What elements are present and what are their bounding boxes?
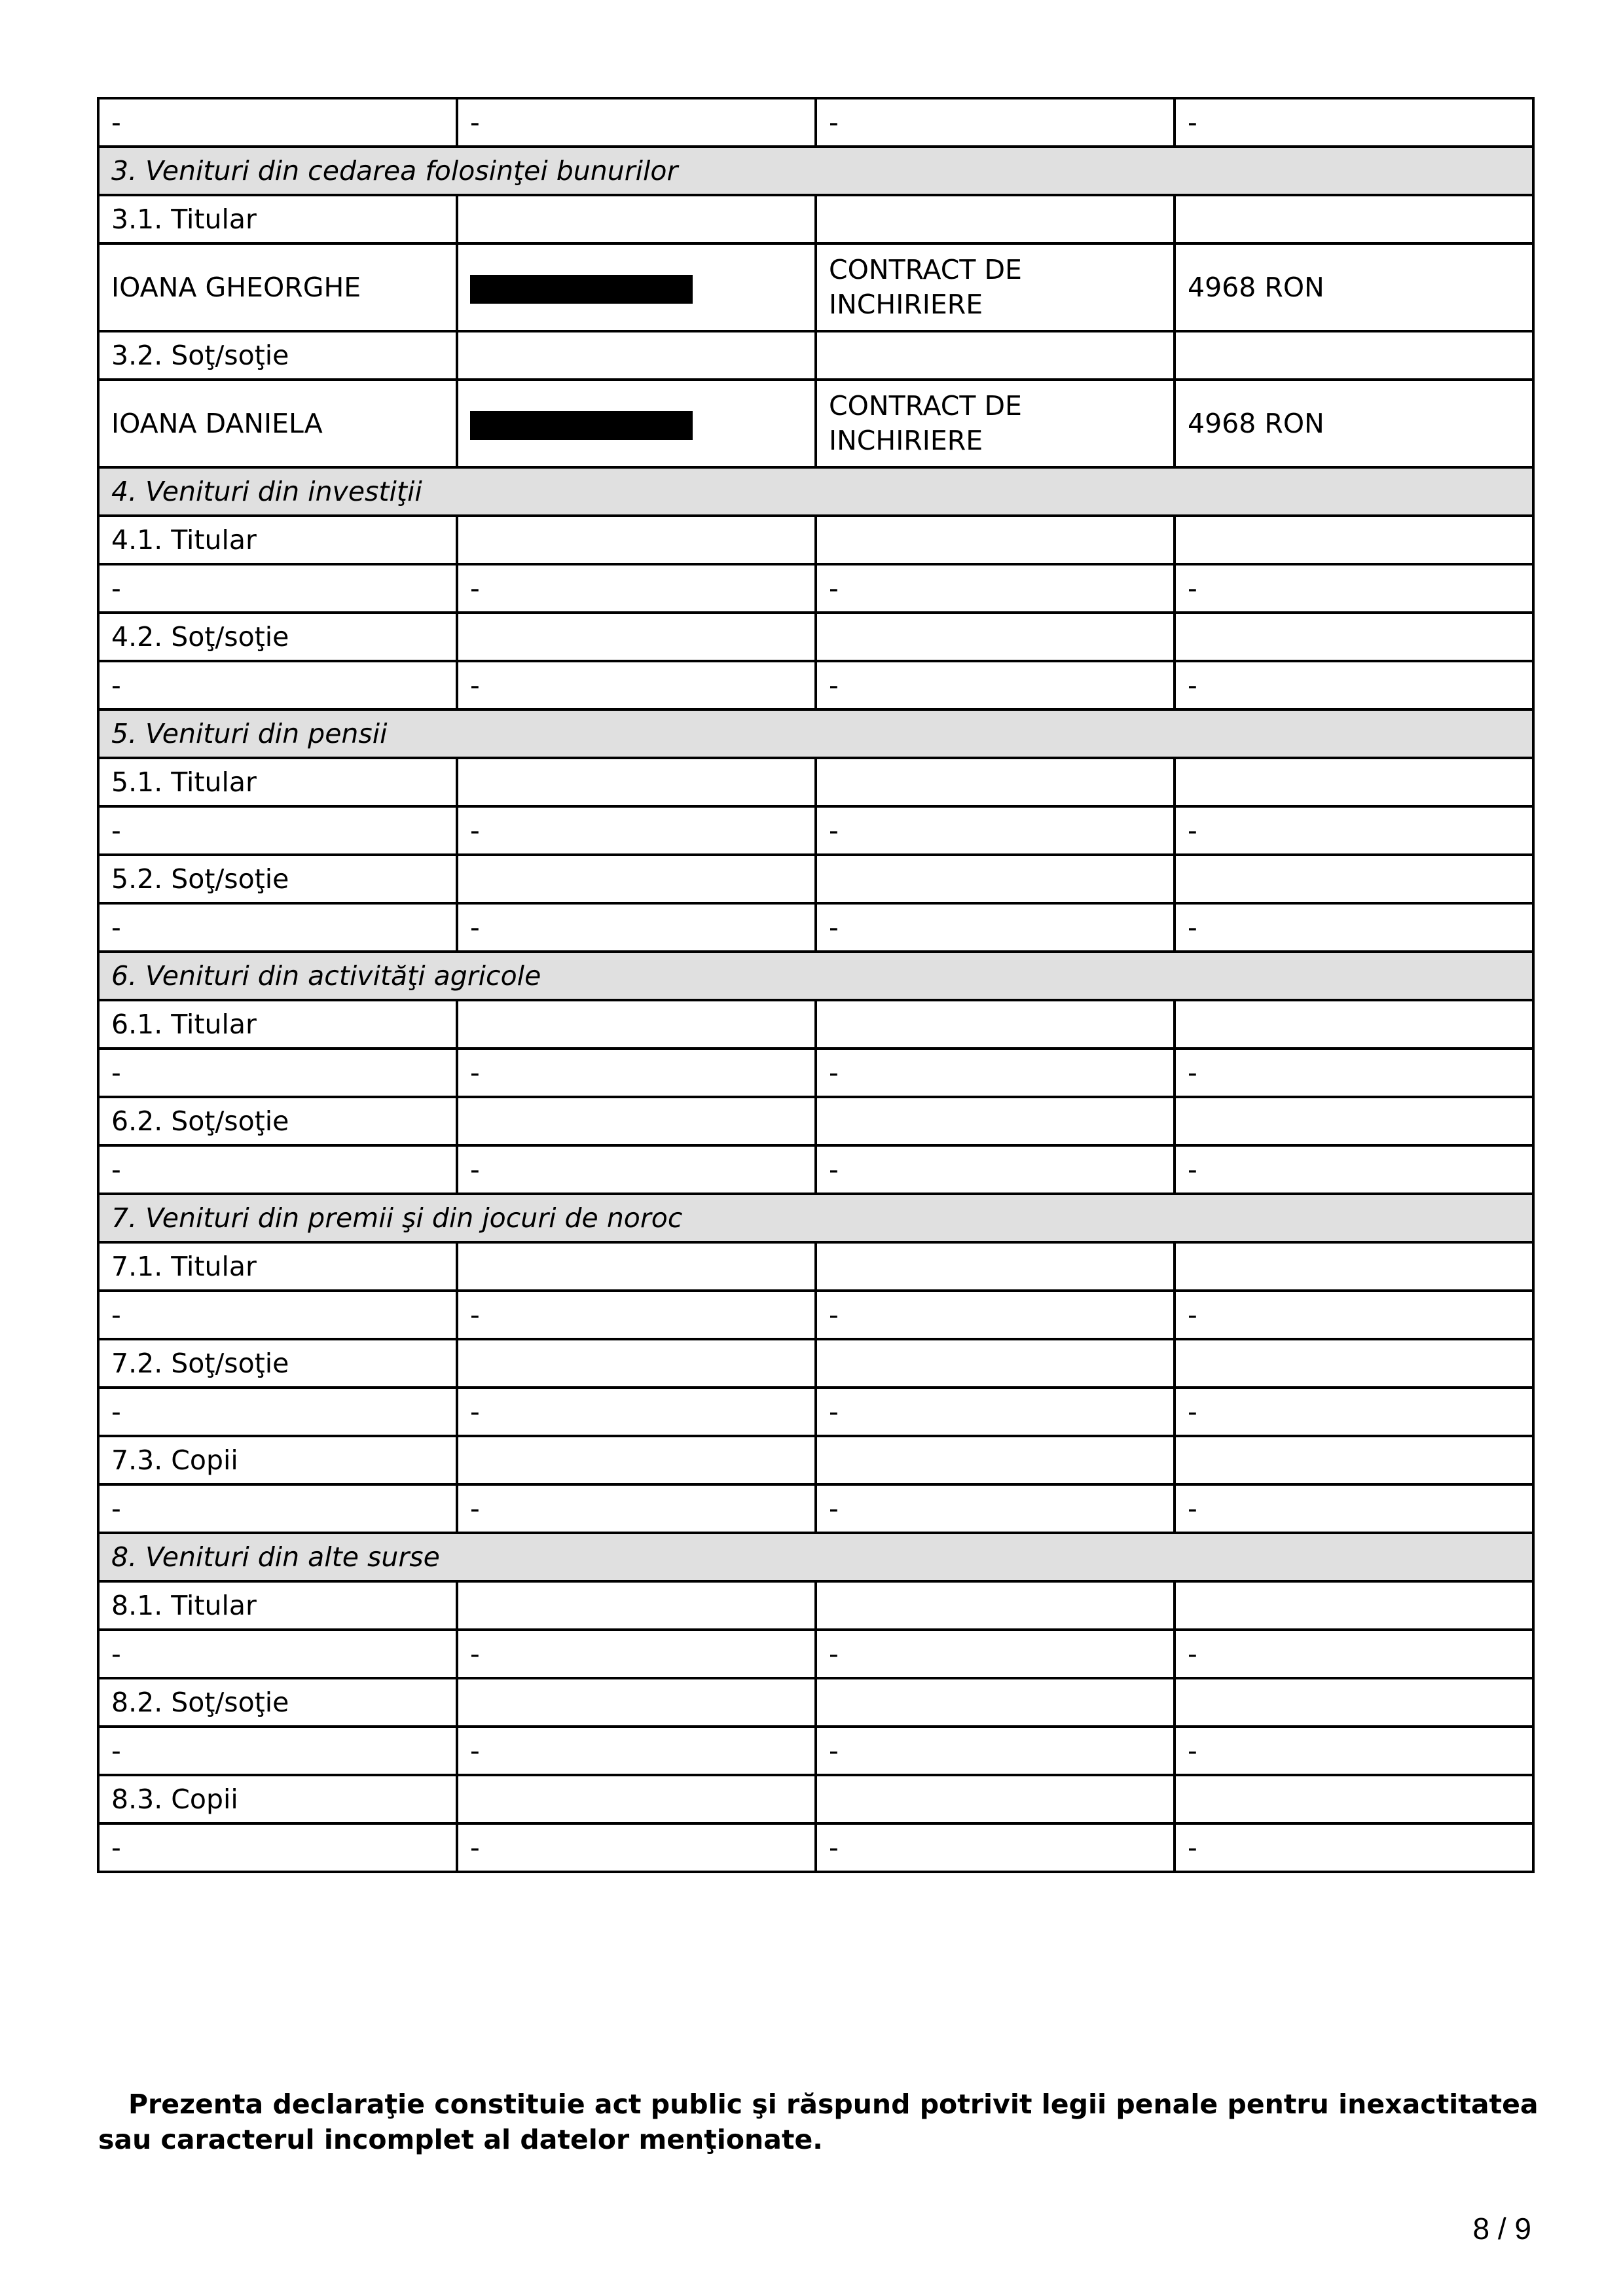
table-cell: - (457, 661, 816, 709)
subsection-label: 7.2. Soţ/soţie (98, 1339, 457, 1388)
empty-cell (457, 516, 816, 564)
subsection-label: 8.3. Copii (98, 1775, 457, 1823)
subsection-label: 4.1. Titular (98, 516, 457, 564)
table-cell: - (816, 564, 1175, 613)
empty-cell (457, 1581, 816, 1630)
income-source: CONTRACT DE INCHIRIERE (816, 380, 1175, 467)
empty-cell (816, 1436, 1175, 1484)
empty-cell (1175, 1242, 1533, 1291)
subsection-row (98, 1775, 1533, 1823)
subsection-row (98, 331, 1533, 380)
table-row (98, 1388, 1533, 1436)
table-cell: - (816, 1145, 1175, 1194)
income-declaration-table (97, 97, 1535, 1873)
redacted-cell (457, 380, 816, 467)
empty-cell (816, 1339, 1175, 1388)
table-cell: - (98, 1727, 457, 1775)
table-cell: - (1175, 661, 1533, 709)
table-cell: - (98, 903, 457, 952)
redaction-bar (470, 275, 693, 304)
empty-cell (816, 1581, 1175, 1630)
table-row (98, 1145, 1533, 1194)
empty-cell (457, 855, 816, 903)
table-cell: - (1175, 1823, 1533, 1872)
subsection-row (98, 855, 1533, 903)
table-cell: - (457, 1291, 816, 1339)
subsection-row (98, 758, 1533, 806)
section-title: 5. Venituri din pensii (98, 709, 1533, 758)
subsection-row (98, 1678, 1533, 1727)
table-cell: - (98, 1049, 457, 1097)
empty-cell (1175, 855, 1533, 903)
empty-cell (457, 758, 816, 806)
empty-cell (1175, 613, 1533, 661)
table-cell: - (816, 1823, 1175, 1872)
table-cell: - (457, 1727, 816, 1775)
table-cell: - (816, 1388, 1175, 1436)
empty-cell (816, 195, 1175, 243)
empty-cell (816, 1097, 1175, 1145)
declaration-statement: Prezenta declaraţie constituie act public şi răspund potrivit legii penale pentru inexactitatea sau caracterul incomplet al datelor menţionate. (98, 2089, 1539, 2155)
section-title: 4. Venituri din investiţii (98, 467, 1533, 516)
table-cell: - (816, 1484, 1175, 1533)
table-row (98, 564, 1533, 613)
table-cell: - (457, 1484, 816, 1533)
table-cell: - (1175, 564, 1533, 613)
table-row (98, 661, 1533, 709)
table-cell: - (816, 806, 1175, 855)
empty-cell (1175, 195, 1533, 243)
subsection-label: 3.1. Titular (98, 195, 457, 243)
subsection-row (98, 1339, 1533, 1388)
table-cell: - (98, 1823, 457, 1872)
section-header-row (98, 952, 1533, 1000)
empty-cell (457, 1436, 816, 1484)
section-header-row (98, 467, 1533, 516)
table-cell: - (98, 1484, 457, 1533)
empty-cell (1175, 1339, 1533, 1388)
beneficiary-name: IOANA GHEORGHE (98, 243, 457, 331)
empty-cell (457, 1678, 816, 1727)
empty-cell (457, 1242, 816, 1291)
subsection-label: 8.2. Soţ/soţie (98, 1678, 457, 1727)
section-header-row (98, 1533, 1533, 1581)
empty-cell (816, 1000, 1175, 1049)
table-cell: - (98, 1630, 457, 1678)
table-cell: - (816, 661, 1175, 709)
subsection-row (98, 613, 1533, 661)
empty-cell (1175, 1436, 1533, 1484)
subsection-row (98, 1000, 1533, 1049)
table-cell: - (457, 564, 816, 613)
subsection-label: 5.2. Soţ/soţie (98, 855, 457, 903)
table-row (98, 1823, 1533, 1872)
subsection-row (98, 1097, 1533, 1145)
table-cell: - (457, 806, 816, 855)
table-cell: - (1175, 1727, 1533, 1775)
section-header-row (98, 709, 1533, 758)
section-title: 3. Venituri din cedarea folosinţei bunurilor (98, 147, 1533, 195)
subsection-row (98, 516, 1533, 564)
section-title: 6. Venituri din activităţi agricole (98, 952, 1533, 1000)
empty-cell (1175, 516, 1533, 564)
subsection-row (98, 195, 1533, 243)
table-cell: - (1175, 806, 1533, 855)
table-cell: - (98, 1291, 457, 1339)
income-amount: 4968 RON (1175, 380, 1533, 467)
empty-cell (816, 855, 1175, 903)
empty-cell (1175, 1000, 1533, 1049)
empty-cell (816, 331, 1175, 380)
table-cell: - (98, 564, 457, 613)
table-row (98, 1630, 1533, 1678)
table-cell: - (816, 1727, 1175, 1775)
table-row (98, 806, 1533, 855)
redaction-bar (470, 411, 693, 440)
empty-cell (457, 613, 816, 661)
section-title: 7. Venituri din premii şi din jocuri de noroc (98, 1194, 1533, 1242)
subsection-label: 6.1. Titular (98, 1000, 457, 1049)
beneficiary-name: IOANA DANIELA (98, 380, 457, 467)
empty-cell (816, 1678, 1175, 1727)
table-cell: - (1175, 1388, 1533, 1436)
table-cell: - (457, 1630, 816, 1678)
table-cell: - (1175, 1291, 1533, 1339)
empty-cell (457, 331, 816, 380)
table-cell: - (1175, 1049, 1533, 1097)
table-cell: - (1175, 1630, 1533, 1678)
section-title: 8. Venituri din alte surse (98, 1533, 1533, 1581)
table-cell: - (98, 1388, 457, 1436)
table-cell: - (457, 1145, 816, 1194)
table-cell: - (98, 98, 457, 147)
table-row (98, 1484, 1533, 1533)
empty-cell (1175, 1097, 1533, 1145)
empty-cell (816, 613, 1175, 661)
table-row (98, 1291, 1533, 1339)
subsection-label: 5.1. Titular (98, 758, 457, 806)
table-row (98, 903, 1533, 952)
table-cell: - (457, 903, 816, 952)
empty-cell (1175, 331, 1533, 380)
subsection-label: 3.2. Soţ/soţie (98, 331, 457, 380)
subsection-label: 7.3. Copii (98, 1436, 457, 1484)
page-number: 8 / 9 (1472, 2212, 1531, 2246)
empty-cell (1175, 1581, 1533, 1630)
subsection-row (98, 1436, 1533, 1484)
subsection-row (98, 1581, 1533, 1630)
subsection-label: 8.1. Titular (98, 1581, 457, 1630)
empty-cell (816, 1242, 1175, 1291)
empty-cell (816, 1775, 1175, 1823)
empty-cell (457, 1339, 816, 1388)
table-cell: - (816, 1291, 1175, 1339)
table-cell: - (816, 98, 1175, 147)
empty-cell (457, 1000, 816, 1049)
table-cell: - (457, 1823, 816, 1872)
table-cell: - (1175, 98, 1533, 147)
table-row (98, 1049, 1533, 1097)
redacted-cell (457, 243, 816, 331)
table-cell: - (98, 1145, 457, 1194)
empty-cell (1175, 758, 1533, 806)
section-header-row (98, 1194, 1533, 1242)
section-header-row (98, 147, 1533, 195)
table-cell: - (816, 1049, 1175, 1097)
table-cell: - (1175, 1484, 1533, 1533)
empty-cell (457, 195, 816, 243)
empty-cell (457, 1097, 816, 1145)
income-source: CONTRACT DE INCHIRIERE (816, 243, 1175, 331)
table-cell: - (1175, 1145, 1533, 1194)
subsection-label: 6.2. Soţ/soţie (98, 1097, 457, 1145)
table-cell: - (98, 661, 457, 709)
subsection-label: 7.1. Titular (98, 1242, 457, 1291)
subsection-row (98, 1242, 1533, 1291)
table-row (98, 98, 1533, 147)
table-cell: - (816, 1630, 1175, 1678)
empty-cell (457, 1775, 816, 1823)
table-cell: - (98, 806, 457, 855)
subsection-label: 4.2. Soţ/soţie (98, 613, 457, 661)
empty-cell (816, 516, 1175, 564)
table-cell: - (457, 1049, 816, 1097)
empty-cell (1175, 1775, 1533, 1823)
table-cell: - (457, 98, 816, 147)
empty-cell (1175, 1678, 1533, 1727)
table-row (98, 1727, 1533, 1775)
empty-cell (816, 758, 1175, 806)
income-entry-row (98, 243, 1533, 331)
table-cell: - (457, 1388, 816, 1436)
table-cell: - (1175, 903, 1533, 952)
income-entry-row (98, 380, 1533, 467)
table-cell: - (816, 903, 1175, 952)
income-amount: 4968 RON (1175, 243, 1533, 331)
